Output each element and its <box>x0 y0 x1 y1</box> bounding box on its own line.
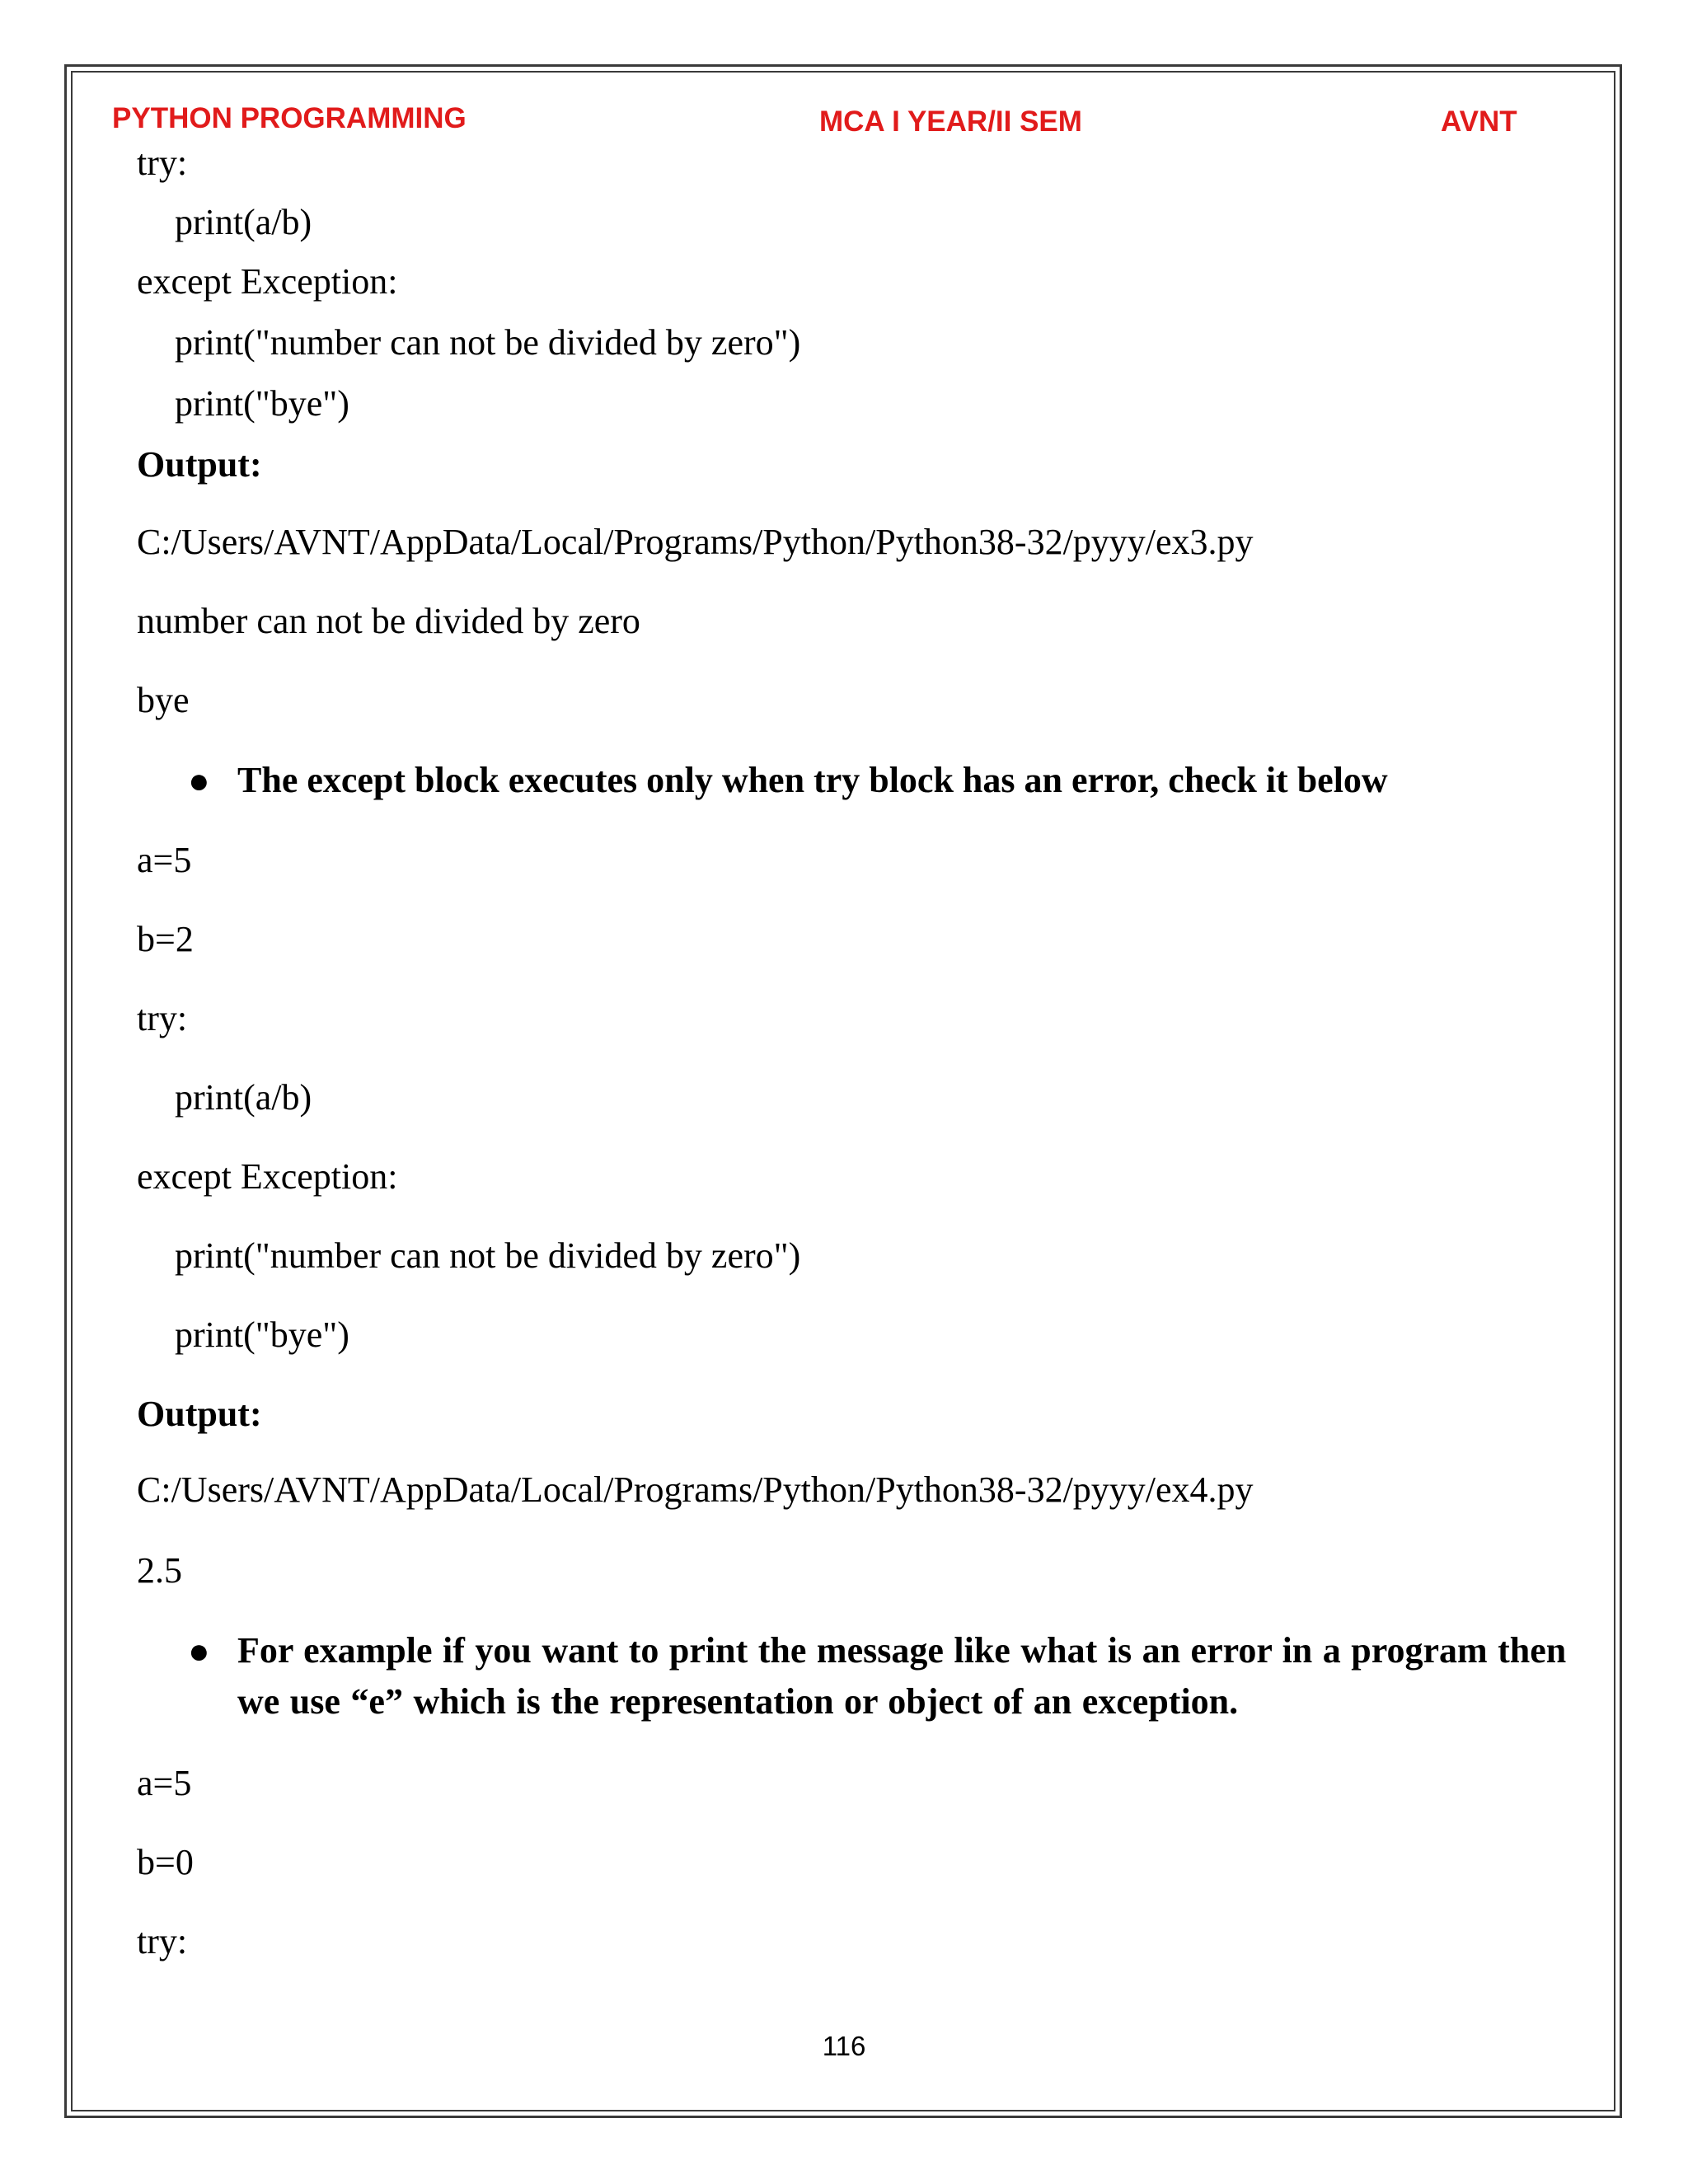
code-line: print(a/b) <box>175 1077 312 1118</box>
bullet-icon: ● <box>188 761 210 801</box>
bullet-text: The except block executes only when try block has an error, check it below <box>237 760 1388 800</box>
output-heading: Output: <box>137 1394 262 1434</box>
output-path: C:/Users/AVNT/AppData/Local/Programs/Python/Python38-32/pyyy/ex4.py <box>137 1469 1254 1510</box>
code-line: print("bye") <box>175 1315 349 1355</box>
code-line: try: <box>137 143 188 183</box>
code-line: try: <box>137 1921 188 1961</box>
header-course-title: PYTHON PROGRAMMING <box>112 102 467 134</box>
code-line: print(a/b) <box>175 202 312 242</box>
header-semester: MCA I YEAR/II SEM <box>819 105 1082 138</box>
page-number: 116 <box>822 2031 866 2061</box>
output-path: C:/Users/AVNT/AppData/Local/Programs/Python/Python38-32/pyyy/ex3.py <box>137 522 1254 562</box>
code-line: except Exception: <box>137 261 398 302</box>
code-line: a=5 <box>137 840 192 880</box>
code-line: b=0 <box>137 1842 194 1882</box>
code-line: b=2 <box>137 919 194 959</box>
code-line: print("number can not be divided by zero") <box>175 1235 801 1276</box>
code-line: a=5 <box>137 1763 192 1803</box>
output-line: number can not be divided by zero <box>137 601 640 641</box>
code-line: print("number can not be divided by zero") <box>175 322 801 363</box>
bullet-icon: ● <box>188 1631 210 1671</box>
code-line: except Exception: <box>137 1156 398 1197</box>
header-author: AVNT <box>1441 105 1517 138</box>
code-line: try: <box>137 998 188 1038</box>
output-heading: Output: <box>137 444 262 485</box>
output-line: 2.5 <box>137 1550 182 1591</box>
bullet-text: For example if you want to print the message like what is an error in a program then we use “e” which is the representation or object of an exception. <box>237 1630 1567 1722</box>
code-line: print("bye") <box>175 383 349 424</box>
output-line: bye <box>137 680 190 720</box>
